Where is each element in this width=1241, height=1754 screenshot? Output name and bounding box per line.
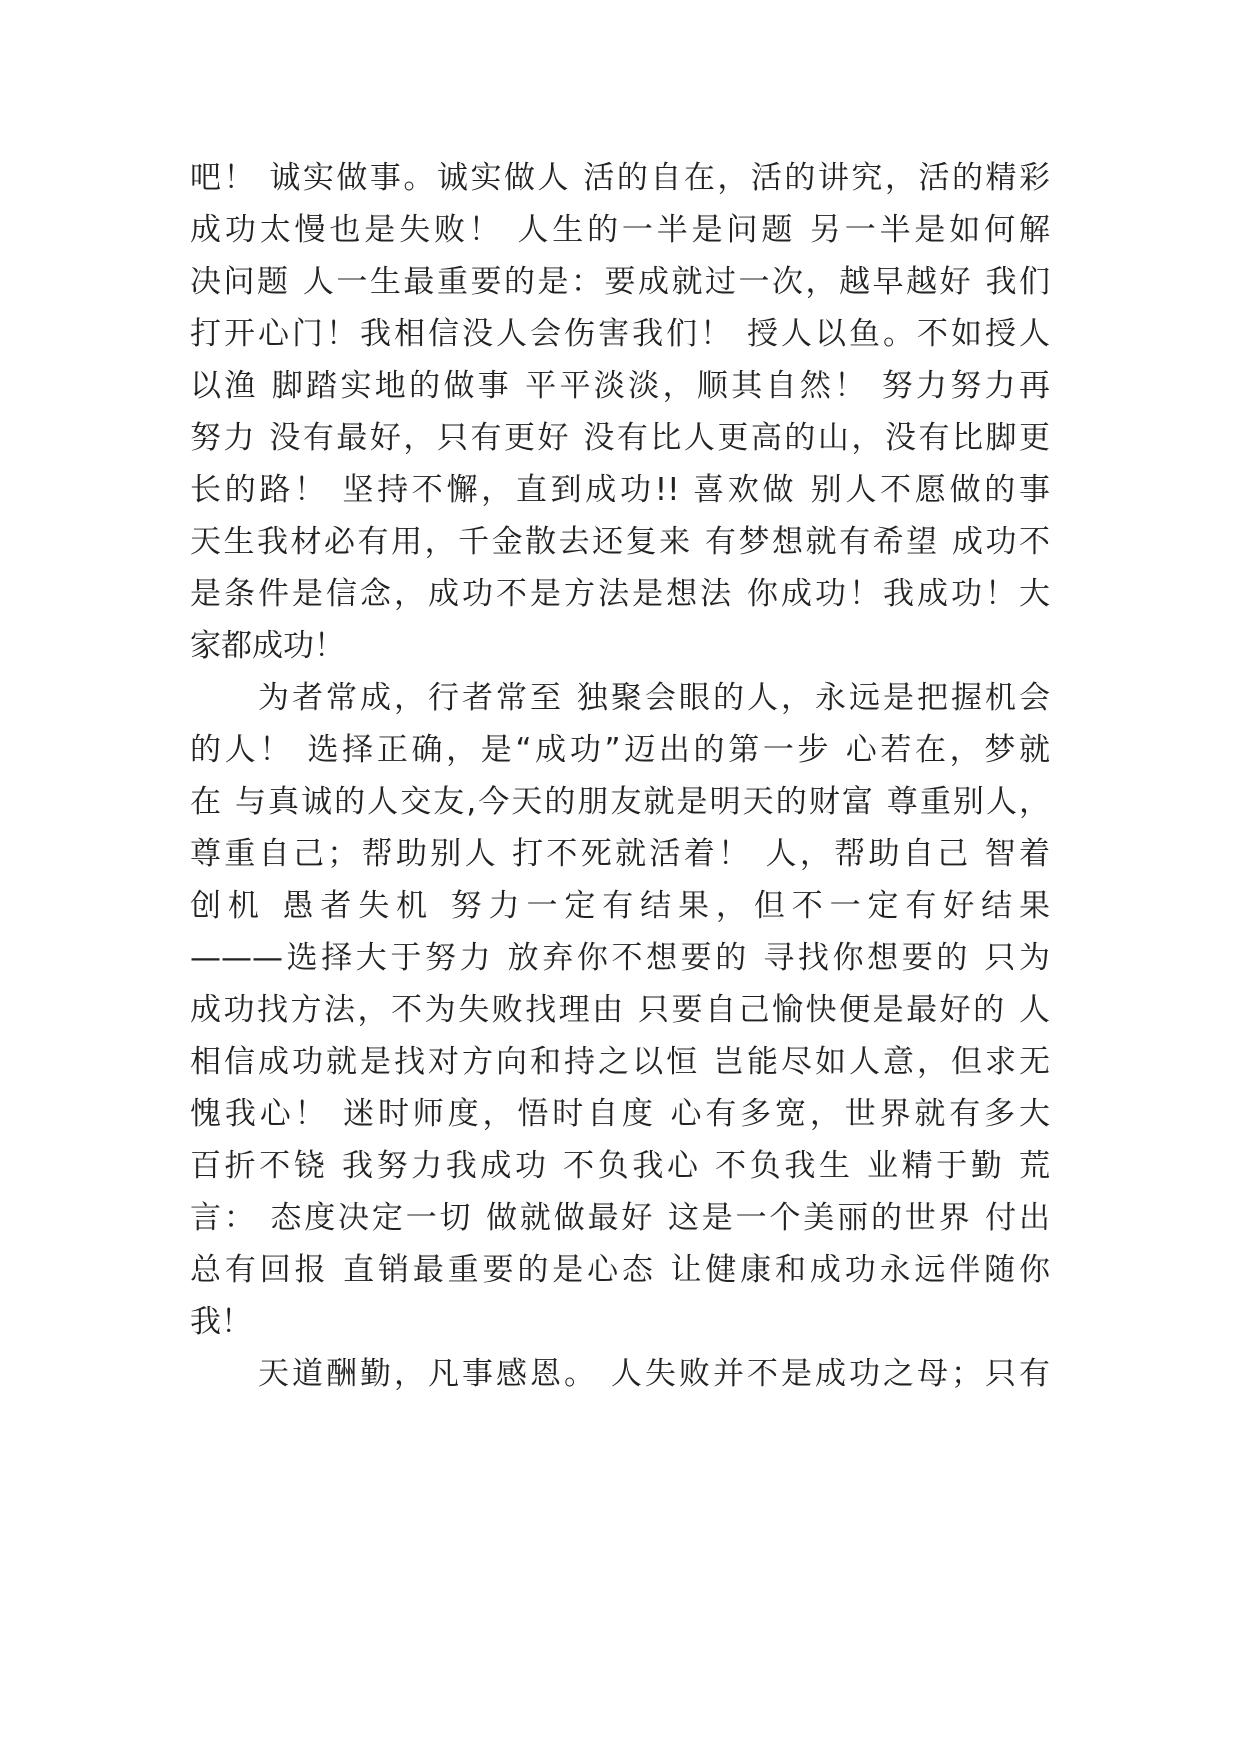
text-line: 的人！ 选择正确，是“成功”迈出的第一步 心若在，梦就 [190, 732, 1050, 768]
text-line: 总有回报 直销最重要的是心态 让健康和成功永远伴随你 [190, 1252, 1050, 1288]
paragraph-start-line: 为者常成，行者常至 独聚会眼的人，永远是把握机会 [258, 680, 1050, 716]
text-line: 长的路！ 坚持不懈，直到成功!! 喜欢做 别人不愿做的事 [190, 472, 1050, 508]
text-line: 成功找方法，不为失败找理由 只要自己愉快便是最好的 人 [190, 992, 1050, 1028]
text-line: 努力 没有最好，只有更好 没有比人更高的山，没有比脚更 [190, 420, 1050, 456]
text-line: 打开心门！我相信没人会伤害我们！ 授人以鱼。不如授人 [190, 316, 1050, 352]
text-line: 是条件是信念，成功不是方法是想法 你成功！我成功！大 [190, 576, 1050, 612]
text-line: 天生我材必有用，千金散去还复来 有梦想就有希望 成功不 [190, 524, 1050, 560]
text-line: 我！ [190, 1304, 252, 1340]
text-line: 创机 愚者失机 努力一定有结果，但不一定有好结果 [190, 888, 1050, 924]
text-line: ———选择大于努力 放弃你不想要的 寻找你想要的 只为 [190, 940, 1050, 976]
text-line: 在 与真诚的人交友,今天的朋友就是明天的财富 尊重别人， [190, 784, 1050, 820]
text-line: 愧我心！ 迷时师度，悟时自度 心有多宽，世界就有多大 [190, 1096, 1050, 1132]
text-line: 百折不铙 我努力我成功 不负我心 不负我生 业精于勤 荒 [190, 1148, 1050, 1184]
body-text [190, 152, 1050, 1400]
text-line: 家都成功！ [190, 628, 345, 664]
paragraph-start-line: 天道酬勤，凡事感恩。 人失败并不是成功之母；只有 [258, 1356, 1050, 1392]
text-line: 相信成功就是找对方向和持之以恒 岂能尽如人意，但求无 [190, 1044, 1050, 1080]
text-line: 尊重自己；帮助别人 打不死就活着！ 人，帮助自己 智着 [190, 836, 1050, 872]
text-line: 以渔 脚踏实地的做事 平平淡淡，顺其自然！ 努力努力再 [190, 368, 1050, 404]
text-line: 成功太慢也是失败！ 人生的一半是问题 另一半是如何解 [190, 212, 1050, 248]
text-line: 言： 态度决定一切 做就做最好 这是一个美丽的世界 付出 [190, 1200, 1050, 1236]
text-line: 决问题 人一生最重要的是：要成就过一次，越早越好 我们 [190, 264, 1050, 300]
text-line: 吧！ 诚实做事。诚实做人 活的自在，活的讲究，活的精彩 [190, 160, 1050, 196]
